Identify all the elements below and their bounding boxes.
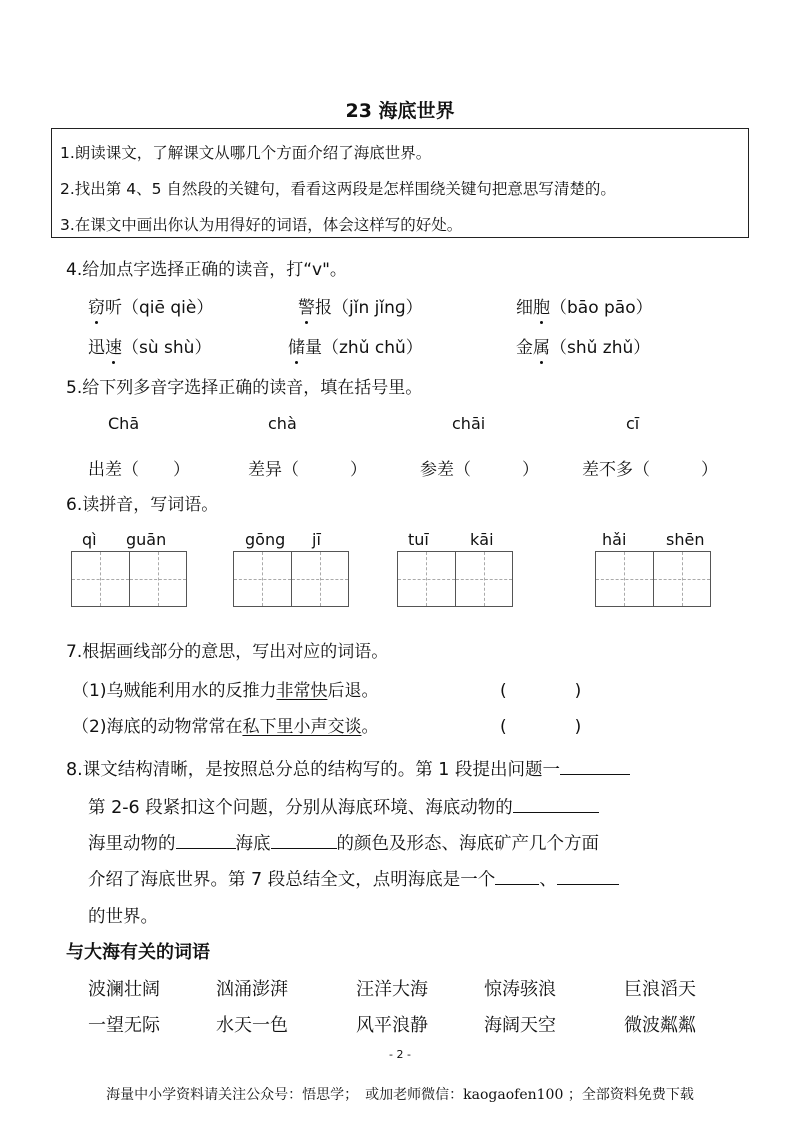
vocab-word: 海阔天空 (484, 1015, 556, 1036)
q8-line: 的世界。 (88, 907, 158, 927)
q4-item: 细胞（bāo pāo） (516, 293, 653, 318)
vocab-word: 风平浪静 (356, 1015, 428, 1036)
section-heading: 与大海有关的词语 (66, 942, 210, 963)
q8-line: 8.课文结构清晰，是按照总分总的结构写的。第 1 段提出问题一 (66, 756, 630, 781)
q5-pinyin: chāi (452, 414, 486, 433)
q7-answer-paren[interactable]: ( ) (500, 717, 582, 737)
q8-line: 第 2-6 段紧扣这个问题，分别从海底环境、海底动物的 (88, 794, 599, 819)
q5-word: 出差（ ） (88, 460, 190, 480)
q6-pinyin: tuī (408, 530, 429, 549)
vocab-word: 汹涌澎湃 (216, 979, 288, 1000)
vocab-word: 水天一色 (216, 1015, 288, 1036)
q5-pinyin: Chā (108, 414, 140, 433)
vocab-word: 巨浪滔天 (624, 979, 696, 1000)
page-title: 23 海底世界 (345, 100, 455, 122)
q5-word: 参差（ ） (420, 460, 539, 480)
vocab-word: 微波粼粼 (624, 1015, 696, 1036)
footer-note: 海量中小学资料请关注公众号：悟思学； 或加老师微信：kaogaofen100 ；全部资料免费下载 (106, 1087, 694, 1103)
q4-item: 储量（zhǔ chǔ） (288, 333, 423, 358)
q6-pinyin: hǎi (602, 530, 627, 549)
fill-blank[interactable] (271, 830, 337, 849)
q6-pinyin: kāi (470, 530, 494, 549)
page-number: - 2 - (389, 1048, 411, 1061)
q7-item: （2)海底的动物常常在私下里小声交谈。 (72, 717, 379, 737)
q4-item: 迅速（sù shù） (88, 333, 211, 358)
fill-blank[interactable] (495, 866, 539, 885)
q4-item: 警报（jǐn jǐnɡ） (298, 293, 423, 318)
writing-grid[interactable] (233, 551, 349, 607)
q7-item: （1)乌贼能利用水的反推力非常快后退。 (72, 681, 379, 701)
q6-pinyin: qì (82, 530, 97, 549)
writing-grid[interactable] (71, 551, 187, 607)
objective-3: 3.在课文中画出你认为用得好的词语，体会这样写的好处。 (60, 216, 463, 234)
q7-answer-paren[interactable]: ( ) (500, 681, 582, 701)
question-5-prompt: 5.给下列多音字选择正确的读音，填在括号里。 (66, 378, 423, 398)
fill-blank[interactable] (557, 866, 619, 885)
fill-blank[interactable] (513, 794, 599, 813)
q4-item: 金属（shǔ zhǔ） (516, 333, 650, 358)
q5-word: 差异（ ） (248, 460, 367, 480)
vocab-word: 一望无际 (88, 1015, 160, 1036)
fill-blank[interactable] (560, 756, 630, 775)
q5-word: 差不多（ ） (582, 460, 718, 480)
q6-pinyin: jī (312, 530, 321, 549)
q8-line: 介绍了海底世界。第 7 段总结全文，点明海底是一个 、 (88, 866, 619, 891)
vocab-word: 波澜壮阔 (88, 979, 160, 1000)
vocab-word: 汪洋大海 (356, 979, 428, 1000)
question-6-prompt: 6.读拼音，写词语。 (66, 495, 219, 515)
objective-1: 1.朗读课文，了解课文从哪几个方面介绍了海底世界。 (60, 144, 432, 162)
q8-line: 海里动物的 海底 的颜色及形态、海底矿产几个方面 (88, 830, 599, 855)
question-4-prompt: 4.给加点字选择正确的读音，打“v"。 (66, 260, 347, 280)
q6-pinyin: guān (126, 530, 167, 549)
writing-grid[interactable] (595, 551, 711, 607)
q6-pinyin: gōng (245, 530, 286, 549)
q4-item: 窃听（qiē qiè） (88, 293, 213, 318)
learning-objectives-box (51, 128, 749, 238)
fill-blank[interactable] (176, 830, 236, 849)
q5-pinyin: chà (268, 414, 297, 433)
question-7-prompt: 7.根据画线部分的意思，写出对应的词语。 (66, 642, 389, 662)
q6-pinyin: shēn (666, 530, 705, 549)
writing-grid[interactable] (397, 551, 513, 607)
q5-pinyin: cī (626, 414, 640, 433)
objective-2: 2.找出第 4、5 自然段的关键句，看看这两段是怎样围绕关键句把意思写清楚的。 (60, 180, 616, 198)
vocab-word: 惊涛骇浪 (484, 979, 556, 1000)
